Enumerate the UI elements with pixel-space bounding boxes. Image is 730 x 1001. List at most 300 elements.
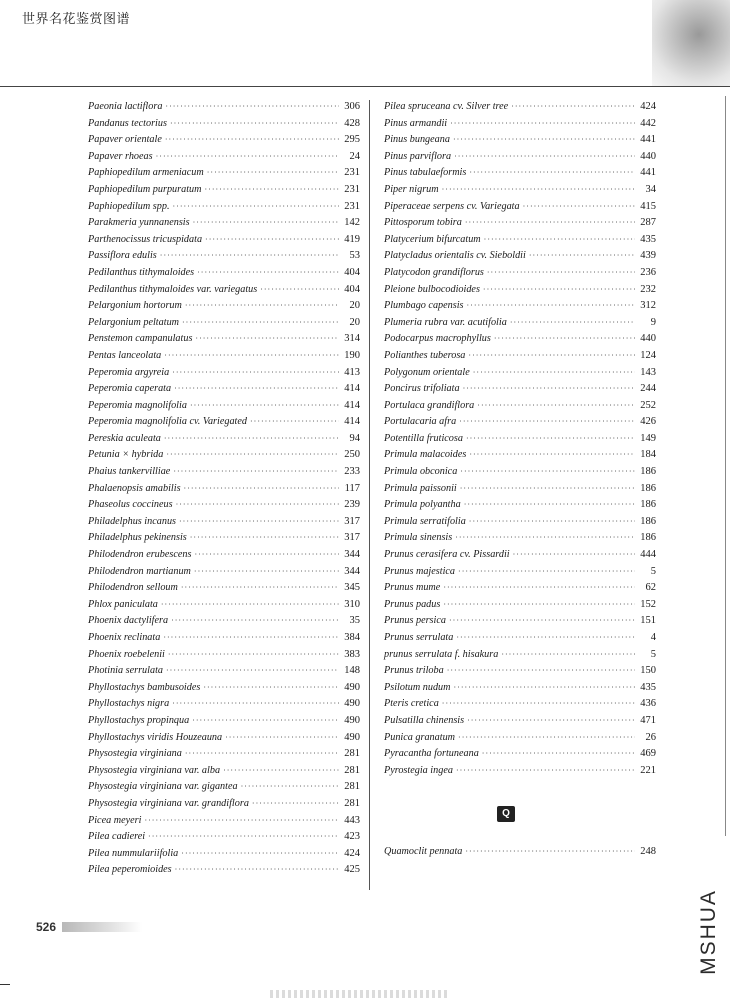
column-divider [369, 100, 370, 890]
dot-leader [456, 633, 635, 642]
entry-page: 94 [349, 432, 360, 444]
entry-page: 20 [349, 316, 360, 328]
entry-page: 221 [640, 764, 656, 776]
dot-leader [204, 185, 339, 194]
dot-leader [449, 616, 635, 625]
index-entry [88, 284, 360, 301]
entry-page: 314 [344, 333, 360, 345]
index-entry [384, 466, 656, 483]
entry-page: 148 [344, 665, 360, 677]
entry-page: 490 [344, 731, 360, 743]
dot-leader [161, 600, 339, 609]
dot-leader [197, 268, 339, 277]
entry-page: 143 [640, 366, 656, 378]
entry-page: 426 [640, 416, 656, 428]
entry-name: Pyrostegia ingea [384, 764, 453, 776]
entry-page: 252 [640, 399, 656, 411]
dot-leader [467, 301, 635, 310]
dot-leader [455, 533, 635, 542]
index-entry [88, 466, 360, 483]
entry-page: 4 [650, 632, 656, 643]
index-entry [384, 350, 656, 367]
entry-page: 419 [344, 233, 360, 245]
index-entry [88, 815, 360, 832]
entry-name: Phaius tankervilliae [88, 466, 171, 478]
dot-leader [487, 268, 635, 277]
dot-leader [466, 434, 635, 443]
entry-name: Portulaca grandiflora [384, 399, 475, 411]
entry-page: 239 [344, 499, 360, 511]
dot-leader [443, 600, 635, 609]
entry-page: 435 [640, 233, 656, 245]
entry-page: 26 [645, 731, 656, 743]
entry-page: 424 [640, 101, 656, 112]
entry-name: Quamoclit pennata [384, 846, 463, 857]
entry-name: Passiflora edulis [88, 250, 157, 262]
entry-name: Phoenix roebelenii [88, 648, 165, 660]
entry-name: Pinus bungeana [384, 134, 450, 146]
entry-page: 425 [344, 864, 360, 876]
index-entry [384, 682, 656, 699]
index-entry [384, 433, 656, 450]
index-entry [384, 846, 656, 863]
entry-name: Phyllostachys bambusoides [88, 681, 201, 693]
entry-name: Primula serratifolia [384, 515, 466, 527]
entry-page: 190 [344, 349, 360, 361]
entry-page: 281 [344, 781, 360, 793]
entry-page: 149 [640, 432, 656, 444]
entry-name: Philodendron martianum [88, 565, 191, 577]
index-entry [88, 615, 360, 632]
entry-page: 384 [344, 632, 360, 643]
entry-name: Podocarpus macrophyllus [384, 333, 491, 345]
index-entry [384, 118, 656, 135]
index-entry [88, 765, 360, 782]
index-entry [88, 350, 360, 367]
dot-leader [173, 467, 339, 476]
entry-page: 435 [640, 681, 656, 693]
index-entry [384, 715, 656, 732]
entry-page: 184 [640, 449, 656, 461]
dot-leader [176, 500, 339, 509]
entry-name: Prunus serrulata [384, 632, 454, 643]
entry-name: Prunus persica [384, 615, 446, 627]
dot-leader [194, 550, 339, 559]
entry-page: 442 [640, 117, 656, 129]
entry-page: 244 [640, 383, 656, 395]
entry-name: Papaver rhoeas [88, 150, 153, 162]
dot-leader [468, 351, 635, 360]
entry-name: Polianthes tuberosa [384, 349, 466, 361]
index-entry [88, 649, 360, 666]
entry-page: 62 [645, 582, 656, 594]
scan-artifact [652, 0, 730, 86]
entry-page: 490 [344, 698, 360, 710]
entry-page: 186 [640, 499, 656, 511]
index-entry [88, 250, 360, 267]
entry-name: Piper nigrum [384, 183, 439, 195]
dot-leader [465, 218, 635, 227]
entry-page: 232 [640, 283, 656, 295]
dot-leader [458, 733, 635, 742]
dot-leader [450, 119, 635, 128]
entry-page: 186 [640, 515, 656, 527]
entry-name: Peperomia magnolifolia [88, 399, 187, 411]
dot-leader [174, 384, 339, 393]
index-section-q [384, 846, 656, 863]
index-entry [88, 317, 360, 334]
index-entry [384, 151, 656, 168]
entry-name: Platycladus orientalis cv. Sieboldii [384, 250, 526, 262]
entry-page: 443 [344, 814, 360, 826]
entry-page: 424 [344, 847, 360, 859]
dot-leader [223, 766, 339, 775]
index-entry [384, 400, 656, 417]
dot-leader [166, 666, 339, 675]
entry-page: 142 [344, 217, 360, 229]
index-entry [88, 267, 360, 284]
dot-leader [175, 865, 339, 874]
dot-leader [194, 567, 339, 576]
dot-leader [484, 235, 635, 244]
index-entry [88, 118, 360, 135]
dot-leader [207, 168, 339, 177]
dot-leader [513, 550, 635, 559]
index-entry [384, 101, 656, 118]
entry-page: 471 [640, 714, 656, 726]
entry-page: 186 [640, 532, 656, 544]
dot-leader [192, 716, 339, 725]
dot-leader [510, 318, 635, 327]
book-title: 世界名花鉴赏图谱 [22, 12, 131, 27]
index-entry [88, 831, 360, 848]
entry-page: 439 [640, 250, 656, 262]
index-entry [88, 383, 360, 400]
entry-page: 344 [344, 565, 360, 577]
index-entry [384, 217, 656, 234]
dot-leader [447, 666, 635, 675]
dot-leader [465, 847, 635, 856]
entry-name: Paeonia lactiflora [88, 101, 163, 112]
entry-page: 441 [640, 134, 656, 146]
entry-name: Phyllostachys viridis Houzeauna [88, 731, 223, 743]
index-entry [88, 748, 360, 765]
entry-page: 117 [344, 482, 360, 494]
entry-name: Pittosporum tobira [384, 217, 462, 229]
dot-leader [501, 650, 635, 659]
dot-leader [148, 832, 339, 841]
dot-leader [156, 152, 339, 161]
index-entry [88, 300, 360, 317]
entry-page: 231 [344, 167, 360, 179]
entry-page: 287 [640, 217, 656, 229]
index-entry [384, 532, 656, 549]
entry-page: 413 [344, 366, 360, 378]
entry-name: Prunus mume [384, 582, 441, 594]
dot-leader [193, 218, 339, 227]
entry-name: Punica granatum [384, 731, 456, 743]
entry-page: 440 [640, 333, 656, 345]
index-entry [88, 400, 360, 417]
entry-page: 436 [640, 698, 656, 710]
dot-leader [458, 567, 635, 576]
entry-page: 281 [344, 748, 360, 760]
entry-page: 53 [349, 250, 360, 262]
entry-page: 281 [344, 764, 360, 776]
entry-name: Philodendron selloum [88, 582, 178, 594]
index-entry [384, 267, 656, 284]
index-entry [384, 732, 656, 749]
index-entry [384, 765, 656, 782]
entry-name: Plumbago capensis [384, 300, 464, 312]
entry-name: Poncirus trifoliata [384, 383, 460, 395]
index-entry [384, 615, 656, 632]
dot-leader [477, 401, 635, 410]
dot-leader [464, 500, 635, 509]
entry-name: Pilea peperomioides [88, 864, 172, 876]
page-edge-line [725, 96, 726, 836]
entry-name: Prunus majestica [384, 565, 456, 577]
index-entry [384, 632, 656, 649]
dot-leader [164, 434, 339, 443]
entry-page: 9 [650, 316, 656, 328]
entry-name: Polygonum orientale [384, 366, 470, 378]
entry-name: Pinus tabulaeformis [384, 167, 467, 179]
dot-leader [252, 799, 339, 808]
dot-leader [165, 135, 339, 144]
entry-name: Pilea cadierei [88, 831, 146, 843]
dot-leader [456, 766, 635, 775]
entry-name: Penstemon campanulatus [88, 333, 193, 345]
entry-page: 5 [650, 648, 656, 660]
entry-name: Primula malacoides [384, 449, 467, 461]
entry-name: Pulsatilla chinensis [384, 714, 465, 726]
entry-page: 404 [344, 266, 360, 278]
entry-name: Pilea spruceana cv. Silver tree [384, 101, 509, 112]
entry-page: 295 [344, 134, 360, 146]
dot-leader [529, 251, 635, 260]
header-rule [0, 86, 730, 87]
index-entry [88, 151, 360, 168]
entry-name: Pleione bulbocodioides [384, 283, 480, 295]
index-column-right [384, 101, 656, 781]
entry-name: Primula paissonii [384, 482, 457, 494]
index-entry [88, 632, 360, 649]
entry-name: Paphiopedilum purpuratum [88, 183, 202, 195]
entry-name: Pedilanthus tithymaloides [88, 266, 195, 278]
entry-page: 150 [640, 665, 656, 677]
entry-name: Philadelphus pekinensis [88, 532, 187, 544]
index-entry [88, 566, 360, 583]
index-entry [384, 698, 656, 715]
entry-name: Pilea nummulariifolia [88, 847, 179, 859]
entry-page: 423 [344, 831, 360, 843]
dot-leader [205, 235, 339, 244]
dot-leader [190, 533, 339, 542]
index-entry [384, 234, 656, 251]
dot-leader [160, 251, 339, 260]
dot-leader [184, 484, 339, 493]
entry-page: 231 [344, 200, 360, 212]
watermark-text: MSHUA [697, 889, 720, 975]
index-entry [88, 499, 360, 516]
corner-mark [0, 984, 10, 985]
entry-name: Pereskia aculeata [88, 432, 161, 444]
index-entry [88, 582, 360, 599]
entry-name: Prunus padus [384, 598, 441, 610]
dot-leader [483, 285, 635, 294]
index-entry [384, 582, 656, 599]
entry-page: 444 [640, 549, 656, 561]
index-entry [384, 566, 656, 583]
dot-leader [166, 450, 339, 459]
entry-name: Philodendron erubescens [88, 549, 192, 561]
index-entry [88, 134, 360, 151]
dot-leader [473, 368, 635, 377]
index-entry [384, 649, 656, 666]
index-column-left [88, 101, 360, 881]
entry-page: 414 [344, 416, 360, 428]
entry-name: Peperomia argyreia [88, 366, 170, 378]
index-entry [384, 549, 656, 566]
dot-leader [442, 185, 635, 194]
entry-name: Phaseolus coccineus [88, 499, 173, 511]
entry-page: 345 [344, 582, 360, 594]
entry-name: Paphiopedilum spp. [88, 200, 170, 212]
entry-page: 250 [344, 449, 360, 461]
dot-leader [190, 401, 339, 410]
watermark [696, 872, 722, 992]
scan-smudge [62, 922, 142, 932]
entry-name: Pelargonium peltatum [88, 316, 180, 328]
index-entry [384, 201, 656, 218]
dot-leader [454, 152, 635, 161]
dot-leader [181, 583, 339, 592]
entry-name: Pyracantha fortuneana [384, 748, 479, 760]
index-entry [384, 516, 656, 533]
entry-name: Phoenix reclinata [88, 632, 161, 643]
entry-name: Pentas lanceolata [88, 349, 162, 361]
index-entry [88, 798, 360, 815]
page-number: 526 [36, 920, 57, 934]
entry-name: Parakmeria yunnanensis [88, 217, 190, 229]
entry-page: 440 [640, 150, 656, 162]
entry-name: Philadelphus incanus [88, 515, 177, 527]
index-entry [384, 367, 656, 384]
index-entry [384, 483, 656, 500]
index-entry [88, 101, 360, 118]
entry-name: Peperomia caperata [88, 383, 172, 395]
entry-page: 306 [344, 101, 360, 112]
dot-leader [185, 749, 339, 758]
dot-leader [511, 102, 635, 111]
index-entry [88, 864, 360, 881]
entry-name: Prunus cerasifera cv. Pissardii [384, 549, 510, 561]
dot-leader [172, 368, 339, 377]
entry-page: 490 [344, 681, 360, 693]
index-entry [88, 234, 360, 251]
dot-leader [171, 616, 339, 625]
dot-leader [523, 202, 635, 211]
entry-page: 186 [640, 482, 656, 494]
index-entry [88, 732, 360, 749]
entry-name: Primula polyantha [384, 499, 461, 511]
dot-leader [459, 417, 635, 426]
index-entry [88, 416, 360, 433]
entry-name: Psilotum nudum [384, 681, 451, 693]
index-entry [384, 383, 656, 400]
entry-page: 281 [344, 797, 360, 809]
entry-name: Phlox paniculata [88, 598, 158, 610]
entry-page: 152 [640, 598, 656, 610]
dot-leader [179, 517, 339, 526]
index-entry [384, 184, 656, 201]
entry-page: 5 [650, 565, 656, 577]
index-entry [88, 367, 360, 384]
index-entry [88, 532, 360, 549]
dot-leader [163, 633, 339, 642]
index-entry [88, 333, 360, 350]
entry-page: 124 [640, 349, 656, 361]
dot-leader [482, 749, 635, 758]
index-entry [88, 549, 360, 566]
entry-page: 35 [349, 615, 360, 627]
entry-name: Potentilla fruticosa [384, 432, 463, 444]
dot-leader [467, 716, 635, 725]
entry-name: Prunus triloba [384, 665, 444, 677]
index-entry [384, 748, 656, 765]
entry-name: Plumeria rubra var. acutifolia [384, 316, 507, 328]
index-entry [384, 499, 656, 516]
entry-page: 310 [344, 598, 360, 610]
entry-name: Picea meyeri [88, 814, 142, 826]
entry-page: 469 [640, 748, 656, 760]
dot-leader [494, 334, 635, 343]
index-entry [384, 250, 656, 267]
index-entry [88, 167, 360, 184]
dot-leader [442, 699, 635, 708]
index-entry [88, 433, 360, 450]
index-entry [88, 781, 360, 798]
dot-leader [463, 384, 635, 393]
entry-name: prunus serrulata f. hisakura [384, 648, 499, 660]
entry-page: 248 [640, 846, 656, 857]
entry-name: Photinia serrulata [88, 665, 163, 677]
dot-leader [185, 301, 339, 310]
dot-leader [144, 816, 339, 825]
entry-page: 151 [640, 615, 656, 627]
dot-leader [203, 683, 339, 692]
entry-page: 490 [344, 714, 360, 726]
index-entry [88, 184, 360, 201]
dot-leader [168, 650, 339, 659]
entry-page: 317 [344, 515, 360, 527]
entry-name: Parthenocissus tricuspidata [88, 233, 203, 245]
entry-page: 383 [344, 648, 360, 660]
dot-leader [469, 450, 635, 459]
entry-name: Pinus armandii [384, 117, 448, 129]
entry-name: Paphiopedilum armeniacum [88, 167, 204, 179]
index-entry [384, 599, 656, 616]
index-entry [384, 317, 656, 334]
index-entry [384, 134, 656, 151]
index-entry [88, 698, 360, 715]
index-entry [88, 201, 360, 218]
entry-name: Primula obconica [384, 466, 458, 478]
entry-page: 441 [640, 167, 656, 179]
entry-name: Platycodon grandiflorus [384, 266, 484, 278]
entry-page: 34 [645, 183, 656, 195]
